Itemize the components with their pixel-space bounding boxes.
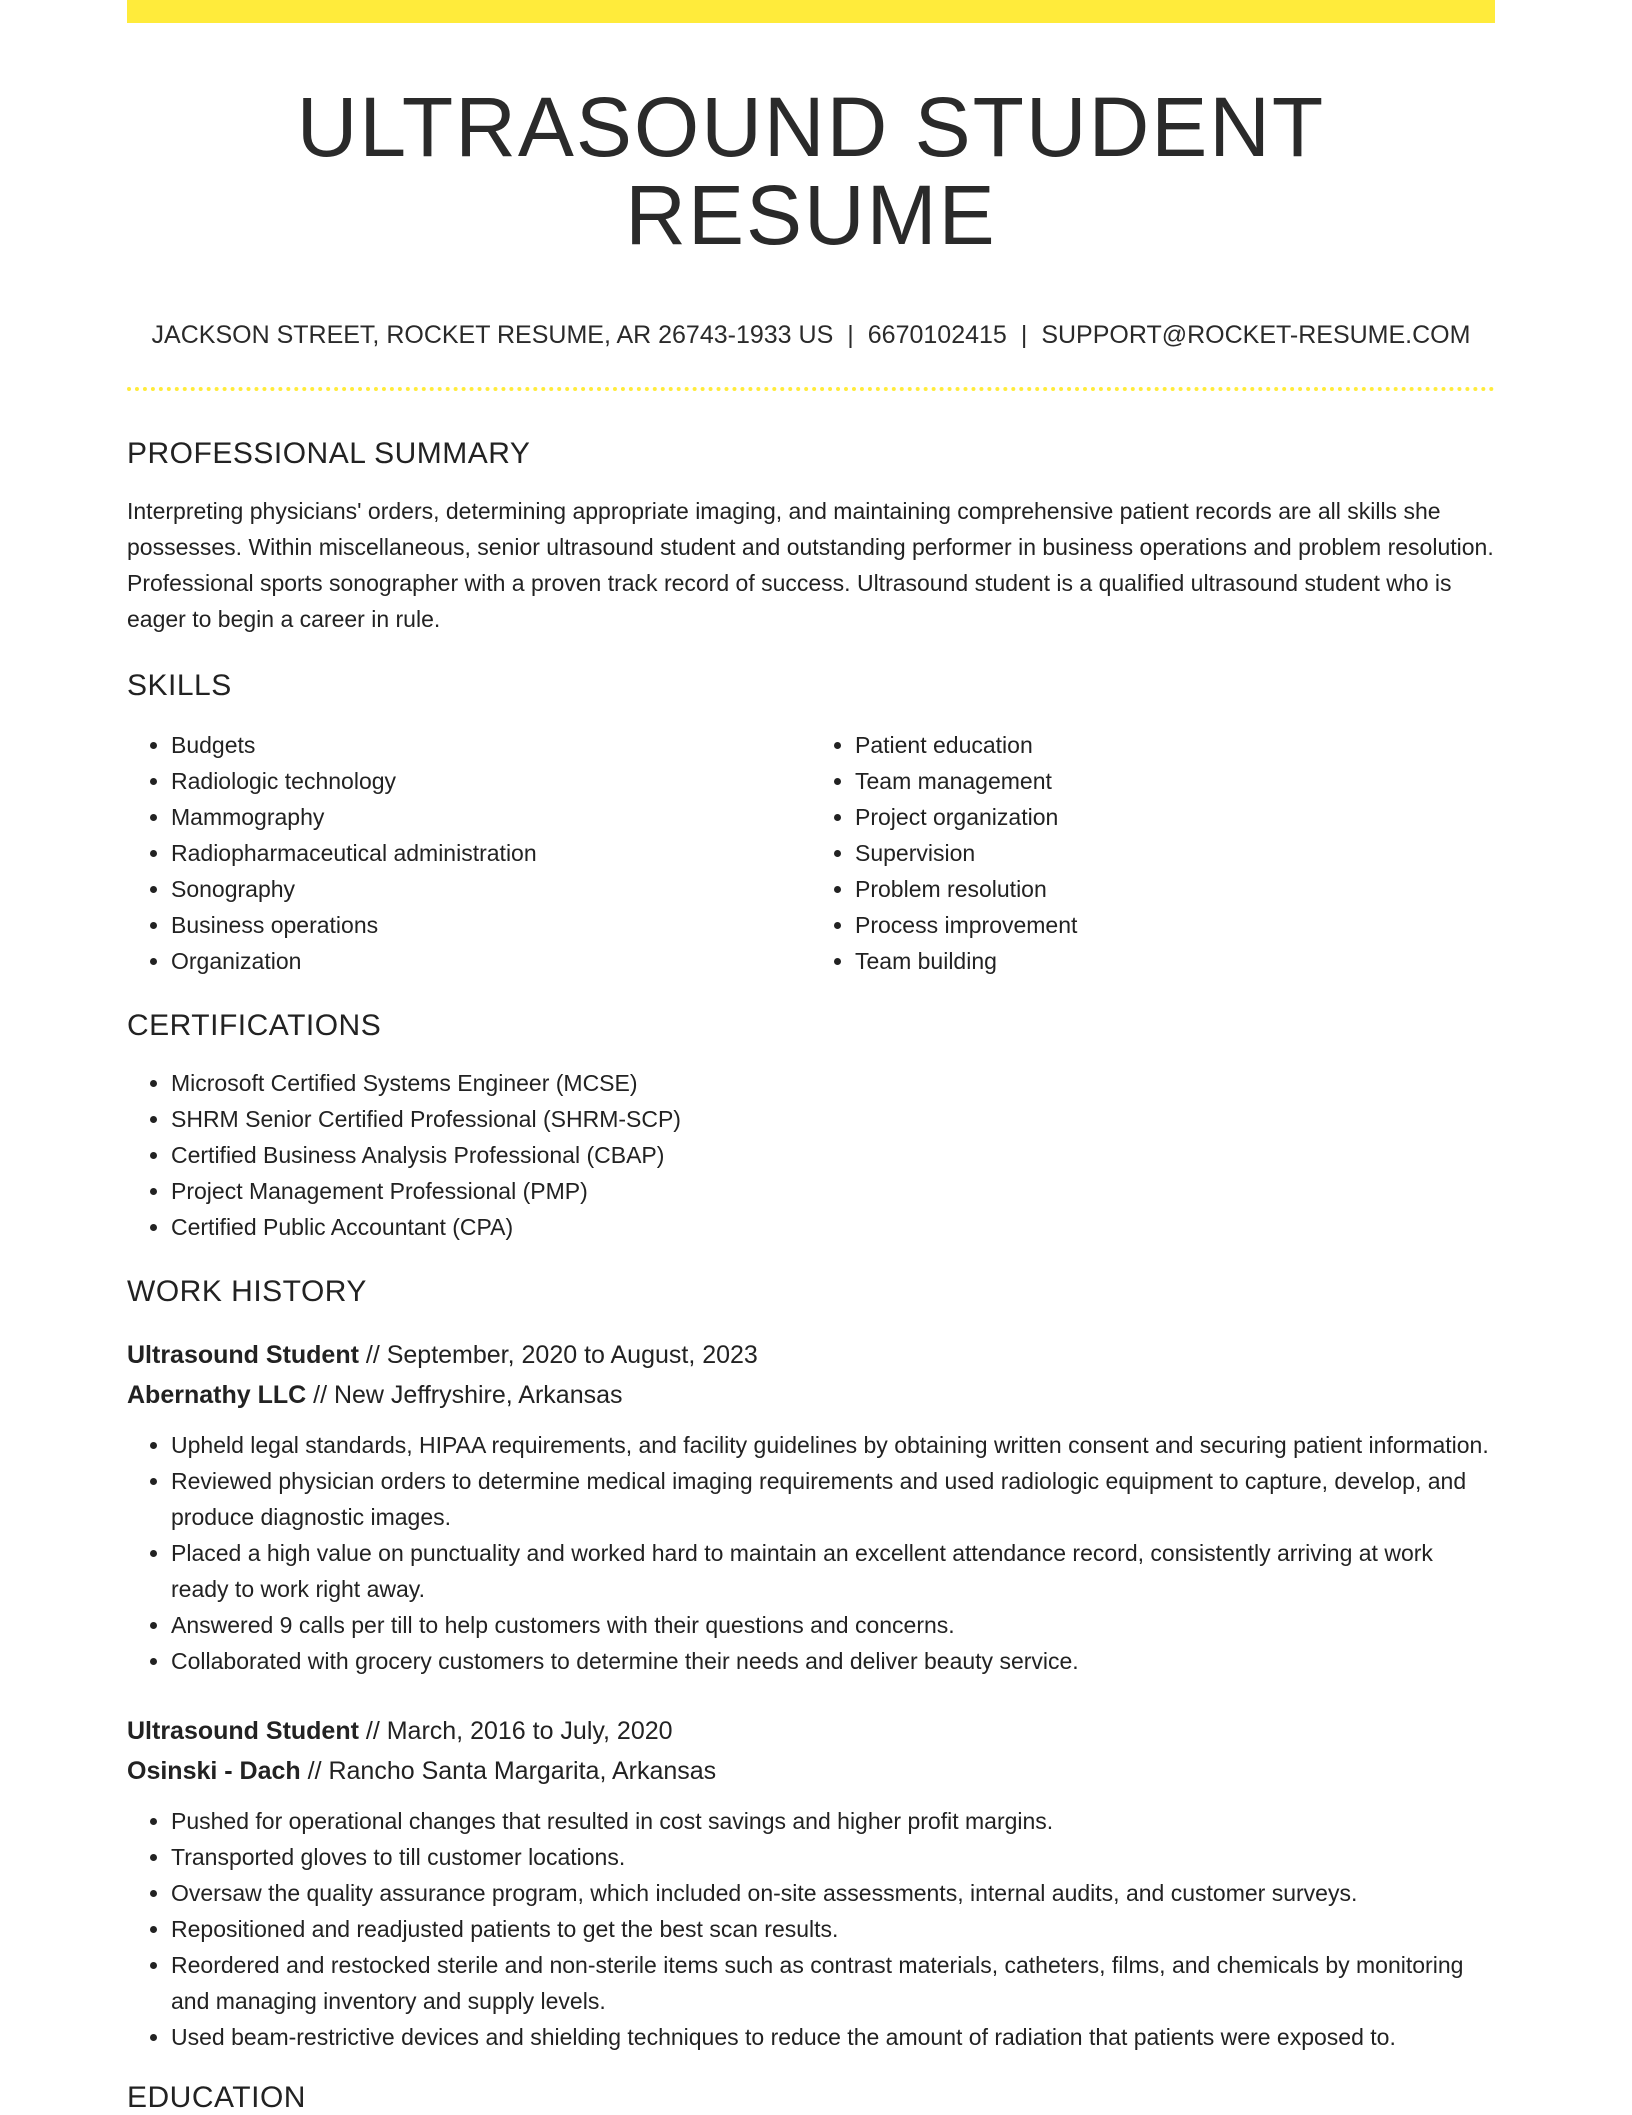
job-bullet: • Reordered and restocked sterile and non-sterile items such as contrast materials, catheters, films, and chemicals by monitoring and managing inventory and supply levels. [171,1947,1495,2019]
job-bullets [127,1427,1495,1679]
job-dates: // September, 2020 to August, 2023 [358,1341,758,1370]
skill-item: • Sonography [171,871,811,907]
skills-heading: SKILLS [127,669,232,703]
job-title: Ultrasound Student [127,1341,359,1370]
skill-item: • Project organization [855,799,1495,835]
certification-item: • Certified Business Analysis Professional (CBAP) [171,1137,1495,1173]
job-dates: // March, 2016 to July, 2020 [358,1717,673,1746]
job-bullets [127,1803,1495,2055]
dotted-divider [127,387,1495,391]
job-bullet: • Repositioned and readjusted patients to get the best scan results. [171,1911,1495,1947]
job-entry [127,1711,1495,2055]
skill-item: • Process improvement [855,907,1495,943]
skill-item: • Organization [171,943,811,979]
job-company: Osinski - Dach [127,1757,301,1786]
contact-line [127,321,1495,350]
job-location: // New Jeffryshire, Arkansas [306,1381,623,1410]
contact-separator: | [847,321,854,350]
certifications-list [127,1065,1495,1245]
job-title: Ultrasound Student [127,1717,359,1746]
job-bullet: • Oversaw the quality assurance program, which included on-site assessments, internal audits, and customer surveys. [171,1875,1495,1911]
skill-item: • Radiopharmaceutical administration [171,835,811,871]
skill-item: • Team building [855,943,1495,979]
job-location: // Rancho Santa Margarita, Arkansas [300,1757,717,1786]
job-company-line [127,1375,1495,1415]
skill-item: • Budgets [171,727,811,763]
job-bullet: • Pushed for operational changes that resulted in cost savings and higher profit margins. [171,1803,1495,1839]
job-company: Abernathy LLC [127,1381,307,1410]
skill-item: • Supervision [855,835,1495,871]
job-title-line [127,1335,1495,1375]
job-bullet: • Answered 9 calls per till to help customers with their questions and concerns. [171,1607,1495,1643]
job-bullet: • Transported gloves to till customer locations. [171,1839,1495,1875]
skill-item: • Problem resolution [855,871,1495,907]
certification-item: • Microsoft Certified Systems Engineer (MCSE) [171,1065,1495,1101]
skills-right-list [811,727,1495,979]
contact-phone: 6670102415 [867,321,1007,350]
job-title-line [127,1711,1495,1751]
job-bullet: • Used beam-restrictive devices and shielding techniques to reduce the amount of radiation that patients were exposed to. [171,2019,1495,2055]
work-history-heading: WORK HISTORY [127,1275,367,1309]
job-bullet: • Upheld legal standards, HIPAA requirements, and facility guidelines by obtaining written consent and securing patient information. [171,1427,1495,1463]
certification-item: • Project Management Professional (PMP) [171,1173,1495,1209]
certification-item: • SHRM Senior Certified Professional (SHRM-SCP) [171,1101,1495,1137]
skills-left-list [127,727,811,979]
skill-item: • Mammography [171,799,811,835]
job-bullet: • Placed a high value on punctuality and worked hard to maintain an excellent attendance record, consistently arriving at work ready to work right away. [171,1535,1495,1607]
contact-address: JACKSON STREET, ROCKET RESUME, AR 26743-1933 US [151,321,834,350]
education-heading: EDUCATION [127,2081,306,2115]
resume-page [127,0,1495,2115]
resume-title: ULTRASOUND STUDENT RESUME [296,80,1326,263]
job-entry [127,1335,1495,1679]
skills-columns [127,727,1495,979]
certification-item: • Certified Public Accountant (CPA) [171,1209,1495,1245]
skill-item: • Patient education [855,727,1495,763]
job-bullet: • Collaborated with grocery customers to determine their needs and deliver beauty service. [171,1643,1495,1679]
certifications-heading: CERTIFICATIONS [127,1009,382,1043]
contact-email[interactable]: SUPPORT@ROCKET-RESUME.COM [1041,321,1471,350]
summary-heading: PROFESSIONAL SUMMARY [127,437,531,471]
summary-text: Interpreting physicians' orders, determining appropriate imaging, and maintaining comprehensive patient records are all skills she possesses. Within miscellaneous, senior ultrasound student and outstanding performer in business operations and problem resolution. Professional sports sonographer with a proven track record of success. Ultrasound student is a qualified ultrasound student who is eager to begin a career in rule. [127,498,1494,633]
skill-item: • Business operations [171,907,811,943]
contact-separator: | [1020,321,1028,350]
skill-item: • Team management [855,763,1495,799]
job-bullet: • Reviewed physician orders to determine medical imaging requirements and used radiologic equipment to capture, develop, and produce diagnostic images. [171,1463,1495,1535]
skill-item: • Radiologic technology [171,763,811,799]
accent-bar [127,0,1495,23]
job-company-line [127,1751,1495,1791]
